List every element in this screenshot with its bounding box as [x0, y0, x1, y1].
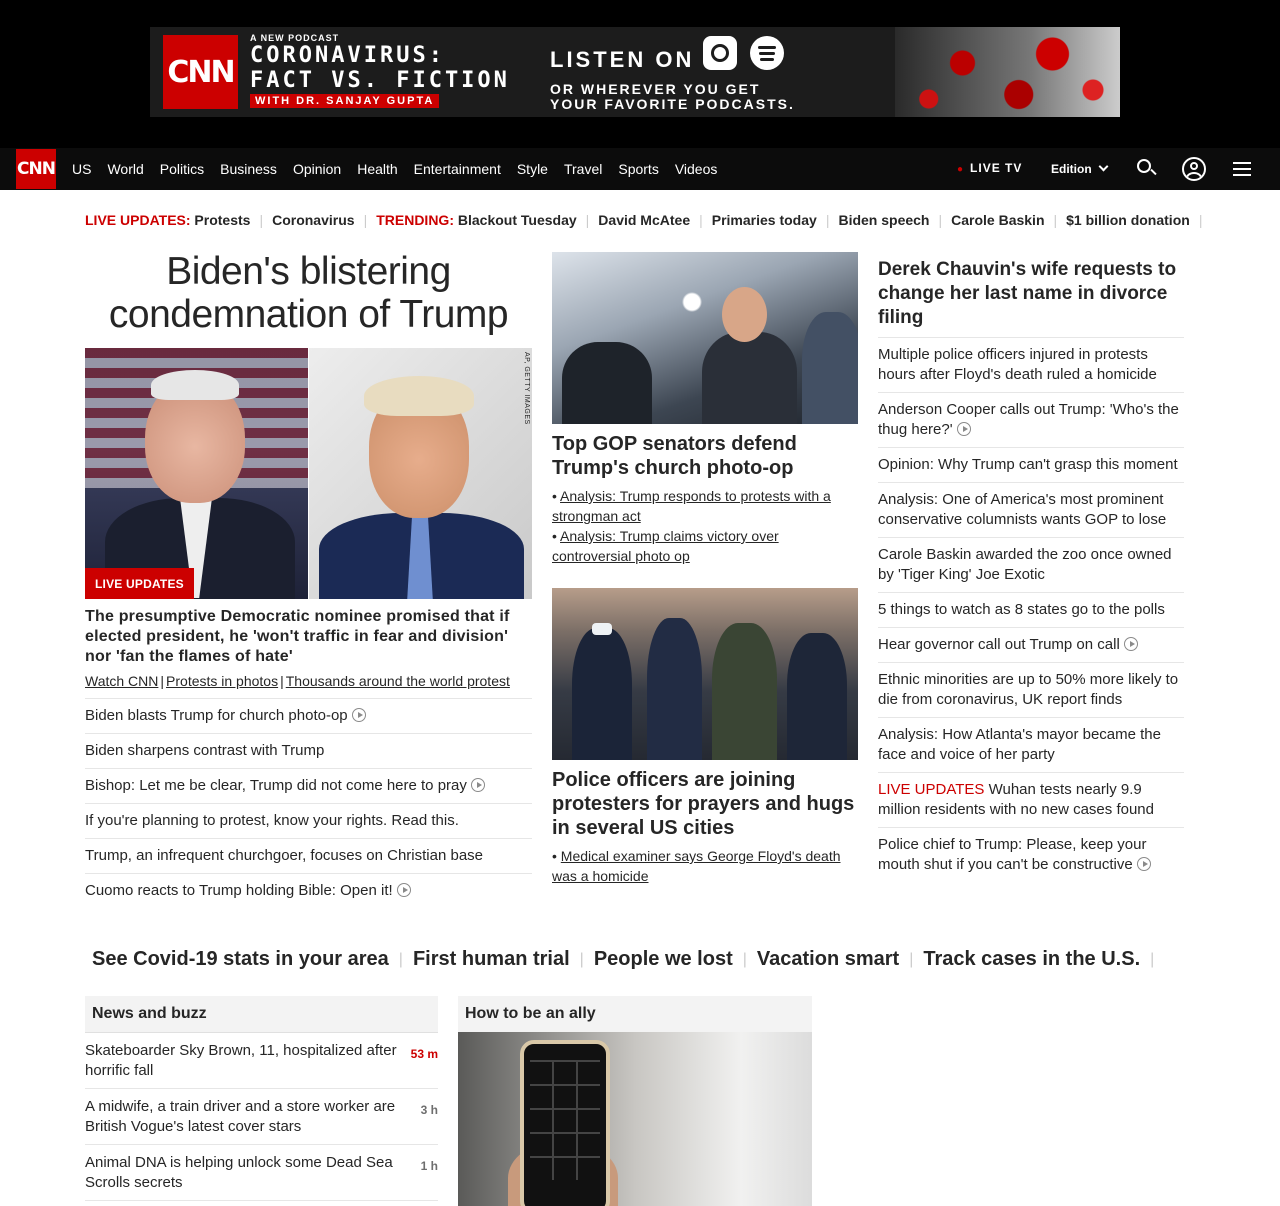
ad-title-line2: FACT VS. FICTION	[250, 68, 510, 93]
ad-sub-line2: YOUR FAVORITE PODCASTS.	[550, 96, 795, 112]
list-item[interactable]	[85, 1089, 438, 1145]
divider: |	[579, 951, 584, 968]
spotify-icon	[750, 36, 784, 70]
trend-link-carole-baskin[interactable]: Carole Baskin	[951, 212, 1045, 228]
list-item[interactable]	[878, 773, 1184, 828]
divider: |	[699, 212, 703, 228]
play-video-icon	[397, 883, 411, 897]
divider: |	[585, 212, 590, 228]
search-icon[interactable]	[1137, 159, 1157, 179]
list-item-text: Police chief to Trump: Please, keep your mouth shut if you can't be constructive	[878, 836, 1147, 873]
police-kneeling-image[interactable]	[552, 588, 858, 760]
church-photo-op-image[interactable]	[552, 252, 858, 424]
list-item[interactable]	[85, 874, 532, 908]
top-story-headline[interactable]: Derek Chauvin's wife requests to change her last name in divorce filing	[878, 258, 1184, 338]
hero-story-list	[85, 698, 532, 908]
nav-link-world[interactable]: World	[107, 161, 144, 177]
covid-link-stats[interactable]: See Covid-19 stats in your area	[92, 948, 389, 970]
top-navigation	[0, 148, 1280, 190]
ad-kicker: A NEW PODCAST	[250, 33, 340, 43]
ad-sub-line1: OR WHEREVER YOU GET	[550, 81, 761, 97]
link-world-protest[interactable]: Thousands around the world protest	[285, 673, 510, 689]
list-item[interactable]	[85, 699, 532, 734]
list-item-text: 5 things to watch as 8 states go to the polls	[878, 601, 1165, 618]
ad-listen-on: LISTEN ON	[550, 47, 695, 72]
list-item-text: Multiple police officers injured in protests hours after Floyd's death ruled a homicide	[878, 346, 1157, 383]
live-tv-label: LIVE TV	[970, 161, 1023, 175]
list-item-text: Bishop: Let me be clear, Trump did not come here to pray	[85, 777, 467, 794]
play-video-icon	[957, 422, 971, 436]
play-video-icon	[1137, 857, 1151, 871]
edition-label: Edition	[1051, 162, 1092, 176]
list-item-text: Anderson Cooper calls out Trump: 'Who's the thug here?'	[878, 401, 1179, 438]
podcast-ad[interactable]	[150, 27, 1120, 117]
divider: |	[363, 212, 368, 228]
link-watch-cnn[interactable]: Watch CNN	[85, 673, 159, 689]
nav-link-travel[interactable]: Travel	[563, 161, 603, 177]
nav-link-videos[interactable]: Videos	[674, 161, 718, 177]
coronavirus-image	[895, 27, 1120, 117]
divider: |	[398, 951, 403, 968]
trend-link-coronavirus[interactable]: Coronavirus	[272, 212, 355, 228]
trend-link-david-mcatee[interactable]: David McAtee	[598, 212, 691, 228]
list-item[interactable]	[85, 1145, 438, 1201]
covid-link-people-lost[interactable]: People we lost	[593, 948, 733, 970]
nav-link-style[interactable]: Style	[516, 161, 548, 177]
hero-image[interactable]	[85, 348, 532, 599]
covid-links-bar	[92, 948, 1164, 971]
news-and-buzz-section	[85, 996, 438, 1201]
list-item[interactable]	[85, 734, 532, 769]
nav-link-health[interactable]: Health	[357, 161, 398, 177]
nav-links	[72, 148, 733, 190]
live-updates-label: LIVE UPDATES:	[85, 212, 191, 228]
list-item-text: Skateboarder Sky Brown, 11, hospitalized after horrific fall	[85, 1042, 397, 1079]
list-item-text: A midwife, a train driver and a store worker are British Vogue's latest cover stars	[85, 1098, 396, 1135]
timestamp: 3 h	[420, 1103, 438, 1117]
list-item[interactable]	[878, 718, 1184, 773]
trend-link-primaries[interactable]: Primaries today	[711, 212, 817, 228]
trend-link-biden-speech[interactable]: Biden speech	[838, 212, 930, 228]
list-item-text: Animal DNA is helping unlock some Dead Sea Scrolls secrets	[85, 1154, 393, 1191]
ad-host: WITH DR. SANJAY GUPTA	[250, 94, 439, 108]
edition-dropdown[interactable]	[1051, 162, 1107, 176]
list-item[interactable]	[878, 538, 1184, 593]
section-title: News and buzz	[85, 996, 438, 1033]
nav-link-us[interactable]: US	[72, 161, 92, 177]
play-video-icon	[352, 708, 366, 722]
list-item-text: Trump, an infrequent churchgoer, focuses on Christian base	[85, 847, 483, 864]
cnn-logo[interactable]: CNN	[16, 149, 56, 189]
list-item-text: Carole Baskin awarded the zoo once owned by 'Tiger King' Joe Exotic	[878, 546, 1172, 583]
story-bullets: • Analysis: Trump responds to protests with a strongman act • Analysis: Trump claims victory over controversial photo op	[552, 488, 831, 564]
list-item-text: Ethnic minorities are up to 50% more likely to die from coronavirus, UK report finds	[878, 671, 1179, 708]
middle-column	[552, 252, 858, 886]
photo-credit: AP, GETTY IMAGES	[523, 352, 530, 425]
story-headline[interactable]: Police officers are joining protesters for prayers and hugs in several US cities	[552, 769, 855, 839]
play-video-icon	[471, 778, 485, 792]
divider: |	[938, 212, 943, 228]
link-protests-photos[interactable]: Protests in photos	[166, 673, 279, 689]
hero-caption[interactable]: The presumptive Democratic nominee promised that if elected president, he 'won't traffic in fear and division' nor 'fan the flames of hate'	[85, 608, 510, 665]
live-dot-icon: ●	[957, 164, 965, 175]
divider: |	[1053, 212, 1058, 228]
list-item[interactable]	[878, 663, 1184, 718]
divider: |	[1198, 212, 1203, 228]
nav-link-politics[interactable]: Politics	[159, 161, 205, 177]
bullet-link[interactable]: Analysis: Trump responds to protests with a strongman act	[552, 488, 831, 524]
list-item[interactable]	[878, 593, 1184, 628]
nav-link-opinion[interactable]: Opinion	[292, 161, 342, 177]
covid-link-track-cases[interactable]: Track cases in the U.S.	[923, 948, 1141, 970]
list-item-text: Hear governor call out Trump on call	[878, 636, 1120, 653]
divider: |	[742, 951, 747, 968]
right-column	[878, 258, 1184, 882]
hero-headline[interactable]: Biden's blistering condemnation of Trump	[108, 250, 509, 336]
list-item[interactable]	[85, 804, 532, 839]
list-item[interactable]	[878, 393, 1184, 448]
list-item-text: Biden blasts Trump for church photo-op	[85, 707, 348, 724]
ally-section	[458, 996, 812, 1206]
hero-related-links: Watch CNN | Protests in photos | Thousands around the world protest	[85, 673, 510, 689]
covid-link-human-trial[interactable]: First human trial	[412, 948, 570, 970]
user-account-icon[interactable]	[1182, 157, 1206, 181]
trending-label: TRENDING:	[376, 212, 454, 228]
list-item-text: Analysis: How Atlanta's mayor became the face and voice of her party	[878, 726, 1161, 763]
list-item-text: Opinion: Why Trump can't grasp this moment	[878, 456, 1178, 473]
divider: |	[909, 951, 914, 968]
trump-photo	[309, 348, 532, 599]
nav-link-entertainment[interactable]: Entertainment	[413, 161, 501, 177]
bullet-link[interactable]: Medical examiner says George Floyd's death was a homicide	[552, 848, 841, 884]
bullet-link[interactable]: Analysis: Trump claims victory over controversial photo op	[552, 528, 779, 564]
trend-link-billion-donation[interactable]: $1 billion donation	[1066, 212, 1190, 228]
list-item[interactable]	[85, 1033, 438, 1089]
list-item[interactable]	[85, 769, 532, 804]
ad-title-line1: CORONAVIRUS:	[250, 43, 445, 68]
chevron-down-icon	[1098, 162, 1108, 172]
timestamp: 1 h	[420, 1159, 438, 1173]
ad-banner-band	[0, 0, 1280, 148]
list-item-text: If you're planning to protest, know your rights. Read this.	[85, 812, 459, 829]
list-item[interactable]	[878, 483, 1184, 538]
biden-photo	[85, 348, 308, 599]
divider: |	[1150, 951, 1155, 968]
play-video-icon	[1124, 637, 1138, 651]
nav-link-sports[interactable]: Sports	[618, 161, 659, 177]
timestamp: 53 m	[410, 1047, 438, 1061]
trending-bar	[85, 212, 1211, 228]
hamburger-menu-icon[interactable]	[1233, 162, 1251, 176]
list-item[interactable]	[878, 628, 1184, 663]
covid-link-vacation[interactable]: Vacation smart	[756, 948, 900, 970]
list-item[interactable]	[878, 828, 1184, 882]
section-title: How to be an ally	[458, 996, 812, 1032]
lead-column	[85, 250, 532, 908]
list-item-text: Biden sharpens contrast with Trump	[85, 742, 325, 759]
live-tv-link[interactable]	[957, 161, 1022, 175]
list-item[interactable]	[878, 448, 1184, 483]
phone-in-hand-image[interactable]	[458, 1032, 812, 1206]
divider: |	[259, 212, 264, 228]
live-updates-tag: LIVE UPDATES	[878, 781, 985, 798]
list-item-text: Wuhan tests nearly 9.9 million residents with no new cases found	[878, 781, 1154, 818]
list-item-text: Analysis: One of America's most prominent conservative columnists wants GOP to lose	[878, 491, 1167, 528]
story-bullets: • Medical examiner says George Floyd's death was a homicide	[552, 848, 841, 884]
live-updates-badge: LIVE UPDATES	[85, 568, 194, 599]
ad-cnn-logo: CNN	[163, 35, 238, 109]
trend-link-protests[interactable]: Protests	[194, 212, 251, 228]
trend-link-blackout-tuesday[interactable]: Blackout Tuesday	[457, 212, 577, 228]
divider: |	[825, 212, 830, 228]
list-item[interactable]	[878, 338, 1184, 393]
list-item[interactable]	[85, 839, 532, 874]
list-item-text: Cuomo reacts to Trump holding Bible: Open it!	[85, 882, 393, 899]
apple-podcasts-icon	[703, 36, 737, 70]
nav-link-business[interactable]: Business	[220, 161, 277, 177]
story-headline[interactable]: Top GOP senators defend Trump's church photo-op	[552, 433, 797, 479]
